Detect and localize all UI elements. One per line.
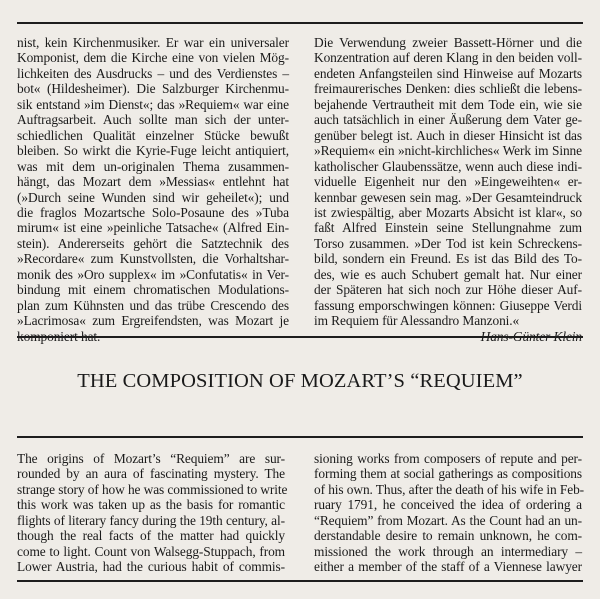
text-line: viduelle Eigenheit nur den »Eingeweihten« er- xyxy=(314,174,582,190)
text-line: sioning works from composers of repute and per- xyxy=(314,451,582,466)
text-line: bejahende Vertrautheit mit dem Tode ein, wie sie xyxy=(314,96,582,112)
text-line: (»Durch seine Wunden sind wir geheilet«); und xyxy=(17,189,289,205)
text-line: “Requiem” from Mozart. As the Count had an un- xyxy=(314,512,582,528)
text-line: monik des »Oro supplex« im »Confutatis« in Ver- xyxy=(17,266,289,282)
text-line: though the real facts of the matter had quickly xyxy=(17,528,285,544)
text-line: endeten Anfangsteilen sind Hinweise auf Mozarts xyxy=(314,65,582,81)
english-right-column xyxy=(314,451,585,575)
text-line: im Requiem für Alessandro Manzoni.« xyxy=(314,313,520,329)
text-line: missioned the work through an intermediary – xyxy=(314,543,582,559)
text-line: »Lacrimosa« zum Ergreifendsten, was Mozart je xyxy=(17,313,289,329)
text-line: bild, sondern ein Freund. Es ist das Bild des To- xyxy=(314,251,582,267)
text-line: rounded by an aura of fascinating mystery. The xyxy=(17,466,285,482)
text-line: this work was taken up as the basis for romantic xyxy=(17,497,285,513)
text-line: stein). Andererseits gehört die Satztechnik des xyxy=(17,235,289,251)
text-line: bindung mit einem chromatischen Modulations- xyxy=(17,282,289,298)
text-line: schiedlichen Qualität einzelner Stücke bewußt xyxy=(17,127,289,143)
text-line: sik entstand »im Dienst«; das »Requiem« war eine xyxy=(17,96,289,112)
text-line: flights of literary fancy during the 19th century, al- xyxy=(17,512,285,528)
text-line: bot« (Hildesheimer). Die Salzburger Kirchenmu- xyxy=(17,81,289,97)
section-rule-upper xyxy=(17,336,583,338)
text-line: auch tatsächlich in einer Äußerung dem Vater ge- xyxy=(314,112,582,128)
top-rule xyxy=(17,22,583,24)
text-line: nist, kein Kirchenmusiker. Er war ein universaler xyxy=(17,35,289,50)
text-line: was mit dem un-originalen Thema zusammen- xyxy=(17,158,289,174)
text-line: faßt Alfred Einstein seine Stellungnahme zum xyxy=(314,220,582,236)
english-left-column xyxy=(17,451,288,575)
text-line: The origins of Mozart’s “Requiem” are sur- xyxy=(17,451,285,466)
text-line: der Späteren hat sich noch zur Höhe dieser Auf- xyxy=(314,282,582,298)
text-line: either a member of the staff of a Viennese lawyer xyxy=(314,559,582,575)
text-line: derstandable desire to remain unknown, he com- xyxy=(314,528,582,544)
text-line: Lower Austria, had the curious habit of commis- xyxy=(17,559,285,575)
text-line: kennbar gewesen sein mag. »Der Gesamteindruck xyxy=(314,189,582,205)
text-line: ist zwiespältig, aber Mozarts Absicht ist klar«, so xyxy=(314,204,582,220)
text-line: Torso zusammen. »Der Tod ist kein Schreckens- xyxy=(314,235,582,251)
text-line: des, wie es auch Schubert gemalt hat. Nur einer xyxy=(314,266,582,282)
text-line: »Requiem« ein »nicht-kirchliches« Werk im Sinne xyxy=(314,143,582,159)
text-line: ruary 1791, he conceived the idea of ordering a xyxy=(314,497,582,513)
text-line: strange story of how he was commissioned to write xyxy=(17,481,288,497)
text-line: fassung emporschwingen können: Giuseppe Verdi xyxy=(314,297,582,313)
text-line: lichkeiten des Ausdrucks – und des Verdienstes – xyxy=(17,65,289,81)
text-line: »Recordare« zum Kunstvollsten, die Vorhaltshar- xyxy=(17,251,289,267)
text-line: plan zum Kühnsten und das trübe Crescendo des xyxy=(17,297,289,313)
text-line: forming them at social gatherings as compositions xyxy=(314,466,582,482)
text-line: Konzentration auf deren Klang in den beiden voll- xyxy=(314,50,582,66)
text-line: of his own. Thus, after the death of his wife in Feb- xyxy=(314,481,585,497)
text-line: katholischer Glaubenssätze, wenn auch diese indi- xyxy=(314,158,582,174)
text-line: Komponist, dem die Kirche eine von vielen Mög- xyxy=(17,50,289,66)
text-line: hängt, das Mozart dem »Messias« entlehnt hat xyxy=(17,174,289,190)
section-title: THE COMPOSITION OF MOZART’S “REQUIEM” xyxy=(77,370,523,392)
german-left-column xyxy=(17,35,289,344)
bottom-rule xyxy=(17,580,583,582)
text-line: Auftragsarbeit. Auch sollte man sich der unter- xyxy=(17,112,289,128)
text-line: genüber belegt ist. Auch in dieser Hinsicht ist das xyxy=(314,127,582,143)
section-rule-lower xyxy=(17,436,583,438)
text-line: bleiben. So wirkt die Kyrie-Fuge leicht antiquiert, xyxy=(17,143,289,159)
text-line: come to light. Count von Walsegg-Stuppach, from xyxy=(17,543,285,559)
text-line: freimaurerisches Denken: dies schließt die lebens- xyxy=(314,81,582,97)
text-line: Die Verwendung zweier Bassett-Hörner und die xyxy=(314,35,582,50)
text-line: mirum« ist eine »peinliche Tatsache« (Alfred Ein- xyxy=(17,220,289,236)
text-line: die fraglos Mozartsche Solo-Posaune des »Tuba xyxy=(17,204,289,220)
german-right-column xyxy=(314,35,582,344)
